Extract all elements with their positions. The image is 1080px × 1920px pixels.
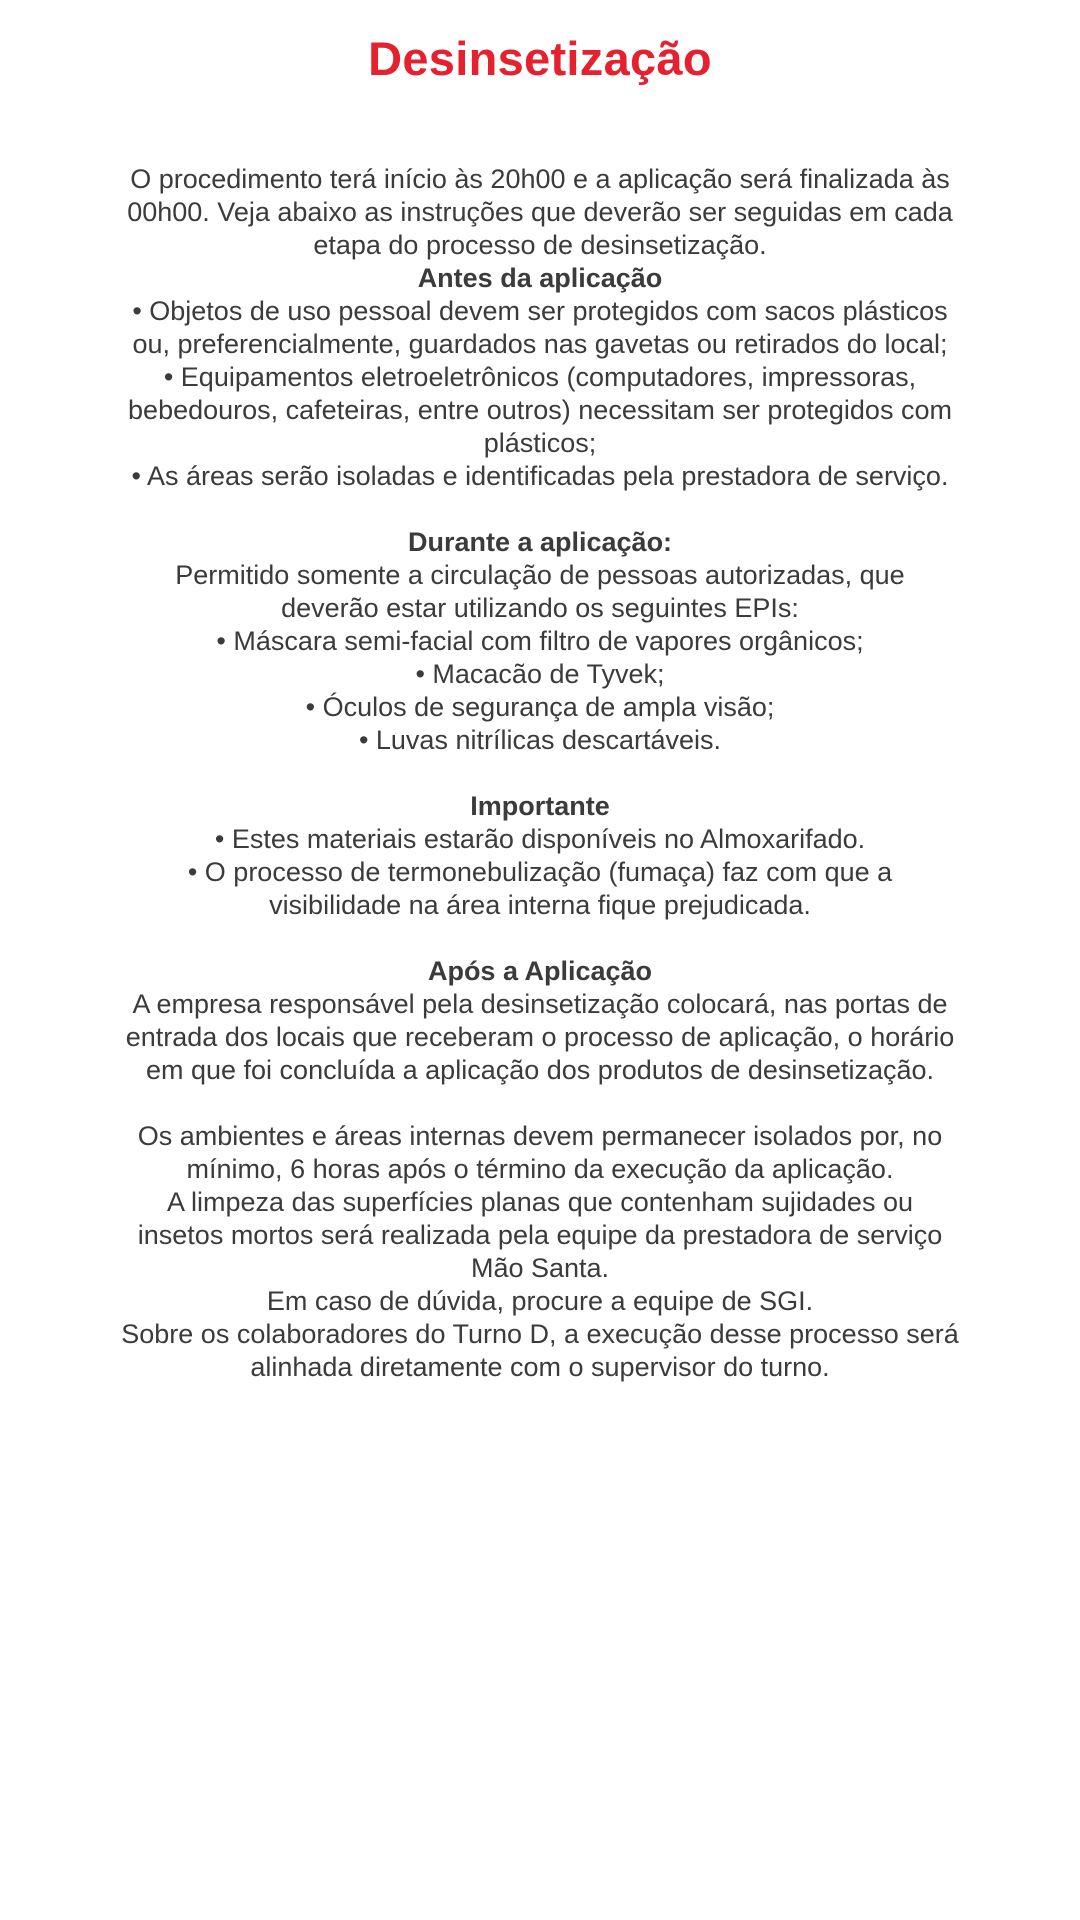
text-line: • As áreas serão isoladas e identificadas pela prestadora de serviço. [131,461,949,491]
text-line: A empresa responsável pela desinsetização colocará, nas portas de [132,989,948,1019]
text-line: O procedimento terá início às 20h00 e a aplicação será finalizada às [130,164,950,194]
text-line: alinhada diretamente com o supervisor do turno. [250,1352,830,1382]
turno-paragraph [60,1318,1020,1384]
section-heading: Após a Aplicação [427,956,653,986]
text-line: 00h00. Veja abaixo as instruções que deverão ser seguidas em cada [127,197,953,227]
text-line: • Estes materiais estarão disponíveis no Almoxarifado. [214,824,866,854]
text-line: • Equipamentos eletroeletrônicos (computadores, impressoras, [163,362,917,392]
text-line: Permitido somente a circulação de pessoas autorizadas, que [175,560,905,590]
text-line: Em caso de dúvida, procure a equipe de SGI. [266,1286,814,1316]
section-durante [60,526,1020,757]
text-line: Mão Santa. [470,1253,610,1283]
text-line: em que foi concluída a aplicação dos produtos de desinsetização. [145,1055,934,1085]
list-item: • Macacão de Tyvek; [415,659,665,689]
text-line: • Objetos de uso pessoal devem ser protegidos com sacos plásticos [132,296,948,326]
text-line: plásticos; [483,428,597,458]
text-line: visibilidade na área interna fique prejudicada. [269,890,811,920]
limpeza-paragraph [60,1186,1020,1285]
section-heading: Antes da aplicação [417,263,663,293]
text-line: • O processo de termonebulização (fumaça) faz com que a [187,857,893,887]
text-line: bebedouros, cafeteiras, entre outros) necessitam ser protegidos com [128,395,952,425]
section-heading: Importante [470,791,610,821]
list-item: • Luvas nitrílicas descartáveis. [358,725,722,755]
page-title: Desinsetização [368,32,712,85]
text-line: entrada dos locais que receberam o processo de aplicação, o horário [125,1022,955,1052]
text-line: Os ambientes e áreas internas devem permanecer isolados por, no [137,1121,943,1151]
text-line: A limpeza das superfícies planas que contenham sujidades ou [167,1187,913,1217]
text-line: insetos mortos será realizada pela equipe da prestadora de serviço [137,1220,943,1250]
intro-paragraph [60,163,1020,262]
notice-content [0,163,1080,1384]
text-line: Sobre os colaboradores do Turno D, a execução desse processo será [121,1319,959,1349]
isolamento-paragraph [60,1120,1020,1186]
section-importante [60,790,1020,922]
section-apos [60,955,1020,1087]
text-line: mínimo, 6 horas após o término da execução da aplicação. [186,1154,894,1184]
text-line: ou, preferencialmente, guardados nas gavetas ou retirados do local; [132,329,948,359]
text-line: deverão estar utilizando os seguintes EPIs: [281,593,799,623]
section-heading: Durante a aplicação: [407,527,673,557]
list-item: • Óculos de segurança de ampla visão; [305,692,775,722]
text-line: etapa do processo de desinsetização. [313,230,767,260]
duvida-paragraph [60,1285,1020,1318]
section-antes [60,262,1020,493]
list-item: • Máscara semi-facial com filtro de vapores orgânicos; [216,626,864,656]
